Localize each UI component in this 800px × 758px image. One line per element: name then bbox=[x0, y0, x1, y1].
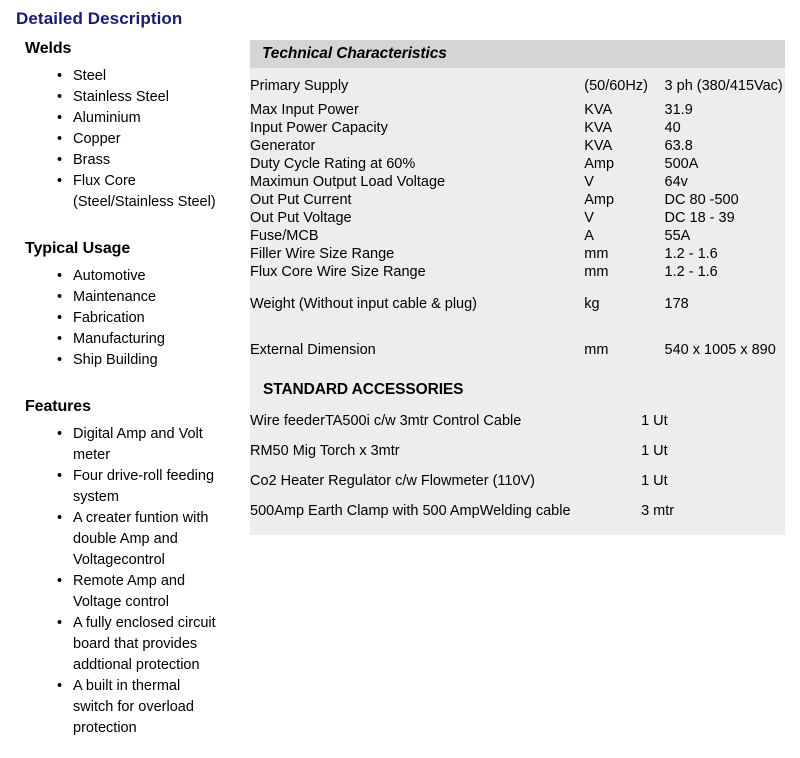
spec-label: Flux Core Wire Size Range bbox=[250, 264, 426, 280]
section-heading-welds: Welds bbox=[25, 40, 72, 57]
left-column bbox=[0, 0, 250, 758]
list-item bbox=[0, 266, 250, 287]
accessory-quantity: 1 Ut bbox=[641, 443, 668, 459]
spec-value: 40 bbox=[664, 120, 681, 136]
spec-label: Duty Cycle Rating at 60% bbox=[250, 156, 416, 172]
list-item-label: Automotive bbox=[73, 268, 146, 284]
technical-characteristics-panel bbox=[250, 40, 785, 535]
list-item-label: A built in thermal bbox=[73, 678, 181, 694]
list-item-label-cont: system bbox=[73, 489, 119, 505]
spec-value: 64v bbox=[664, 174, 688, 190]
section-heading-features: Features bbox=[25, 398, 91, 415]
section-heading-typical-usage: Typical Usage bbox=[25, 240, 131, 257]
table-row bbox=[250, 245, 785, 263]
spec-label: Fuse/MCB bbox=[250, 228, 319, 244]
list-item-label: Fabrication bbox=[73, 310, 145, 326]
spec-label: Generator bbox=[250, 138, 316, 154]
spec-unit: mm bbox=[584, 246, 609, 262]
spec-label: Max Input Power bbox=[250, 102, 359, 118]
spec-unit: KVA bbox=[584, 120, 613, 136]
spec-unit: mm bbox=[584, 264, 609, 280]
accessories-table bbox=[250, 406, 785, 526]
list-item-label: Steel bbox=[73, 68, 107, 84]
spec-label: Input Power Capacity bbox=[250, 120, 388, 136]
spec-value: 540 x 1005 x 890 bbox=[664, 342, 776, 358]
accessory-label: RM50 Mig Torch x 3mtr bbox=[250, 443, 400, 459]
spec-value: 63.8 bbox=[664, 138, 693, 154]
spec-label: Weight (Without input cable & plug) bbox=[250, 296, 478, 312]
spec-value: 1.2 - 1.6 bbox=[664, 264, 718, 280]
list-item-label: Remote Amp and bbox=[73, 573, 186, 589]
list-item-label: Aluminium bbox=[73, 110, 141, 126]
table-row bbox=[250, 173, 785, 191]
spec-value: DC 18 - 39 bbox=[664, 210, 735, 226]
table-row bbox=[250, 119, 785, 137]
list-item bbox=[0, 171, 250, 213]
spec-unit: V bbox=[584, 210, 594, 226]
accessory-label: Wire feederTA500i c/w 3mtr Control Cable bbox=[250, 413, 522, 429]
list-item bbox=[0, 308, 250, 329]
spec-unit: A bbox=[584, 228, 594, 244]
spec-value: 55A bbox=[664, 228, 691, 244]
spec-value: 178 bbox=[664, 296, 689, 312]
list-item-label: Four drive-roll feeding bbox=[73, 468, 215, 484]
list-item-label: A fully enclosed circuit bbox=[73, 615, 216, 631]
spec-unit: Amp bbox=[584, 192, 615, 208]
list-item bbox=[0, 613, 250, 676]
spec-value: DC 80 -500 bbox=[664, 192, 739, 208]
list-item-label: Ship Building bbox=[73, 352, 158, 368]
spec-label: Out Put Voltage bbox=[250, 210, 352, 226]
list-item-label: Digital Amp and Volt bbox=[73, 426, 203, 442]
spec-unit: mm bbox=[584, 342, 609, 358]
list-item-label-cont: Voltage control bbox=[73, 594, 169, 610]
list-item bbox=[0, 108, 250, 129]
table-row bbox=[250, 496, 785, 526]
list-item-label: Manufacturing bbox=[73, 331, 165, 347]
list-item-label-cont: (Steel/Stainless Steel) bbox=[73, 194, 216, 210]
list-item bbox=[0, 287, 250, 308]
spec-value: 3 ph (380/415Vac) bbox=[664, 78, 783, 94]
table-row bbox=[250, 137, 785, 155]
spec-label: External Dimension bbox=[250, 342, 376, 358]
spec-value: 31.9 bbox=[664, 102, 693, 118]
table-row bbox=[250, 209, 785, 227]
typical-usage-list bbox=[0, 266, 250, 371]
list-item-label: Brass bbox=[73, 152, 111, 168]
table-row bbox=[250, 406, 785, 436]
table-row bbox=[250, 155, 785, 173]
table-row bbox=[250, 68, 785, 101]
spec-label: Primary Supply bbox=[250, 78, 349, 94]
table-row bbox=[250, 191, 785, 209]
list-item-label-cont: meter bbox=[73, 447, 111, 463]
list-item-label: Maintenance bbox=[73, 289, 157, 305]
table-row bbox=[250, 281, 785, 327]
list-item bbox=[0, 129, 250, 150]
spec-unit: kg bbox=[584, 296, 600, 312]
list-item-label: Flux Core bbox=[73, 173, 136, 189]
accessory-quantity: 1 Ut bbox=[641, 473, 668, 489]
table-row bbox=[250, 327, 785, 373]
accessory-label: 500Amp Earth Clamp with 500 AmpWelding cable bbox=[250, 503, 571, 519]
spec-unit: KVA bbox=[584, 138, 613, 154]
list-item-label-cont: board that provides addtional protection bbox=[73, 636, 200, 673]
list-item bbox=[0, 508, 250, 571]
spec-unit: V bbox=[584, 174, 594, 190]
welds-list bbox=[0, 66, 250, 213]
accessory-quantity: 1 Ut bbox=[641, 413, 668, 429]
spec-label: Out Put Current bbox=[250, 192, 352, 208]
spec-label: Filler Wire Size Range bbox=[250, 246, 395, 262]
spec-value: 1.2 - 1.6 bbox=[664, 246, 718, 262]
spec-label: Maximun Output Load Voltage bbox=[250, 174, 446, 190]
list-item-label-cont: double Amp and Voltagecontrol bbox=[73, 531, 178, 568]
table-row bbox=[250, 436, 785, 466]
list-item-label: Stainless Steel bbox=[73, 89, 169, 105]
list-item-label: Copper bbox=[73, 131, 121, 147]
panel-header-title: Technical Characteristics bbox=[250, 40, 785, 68]
list-item bbox=[0, 571, 250, 613]
list-item bbox=[0, 150, 250, 171]
list-item bbox=[0, 466, 250, 508]
spec-unit: KVA bbox=[584, 102, 613, 118]
spec-unit: Amp bbox=[584, 156, 615, 172]
list-item bbox=[0, 66, 250, 87]
features-list bbox=[0, 424, 250, 739]
accessory-label: Co2 Heater Regulator c/w Flowmeter (110V) bbox=[250, 473, 536, 489]
list-item-label-cont: switch for overload protection bbox=[73, 699, 194, 736]
accessory-quantity: 3 mtr bbox=[641, 503, 675, 519]
spec-unit: (50/60Hz) bbox=[584, 78, 648, 94]
table-row bbox=[250, 101, 785, 119]
standard-accessories-heading: STANDARD ACCESSORIES bbox=[263, 381, 464, 398]
list-item bbox=[0, 676, 250, 739]
list-item bbox=[0, 329, 250, 350]
table-row bbox=[250, 227, 785, 245]
spec-value: 500A bbox=[664, 156, 699, 172]
list-item bbox=[0, 350, 250, 371]
table-row bbox=[250, 466, 785, 496]
list-item-label: A creater funtion with bbox=[73, 510, 209, 526]
specifications-table bbox=[250, 68, 785, 373]
page-title: Detailed Description bbox=[16, 9, 183, 28]
list-item bbox=[0, 424, 250, 466]
table-row bbox=[250, 263, 785, 281]
list-item bbox=[0, 87, 250, 108]
